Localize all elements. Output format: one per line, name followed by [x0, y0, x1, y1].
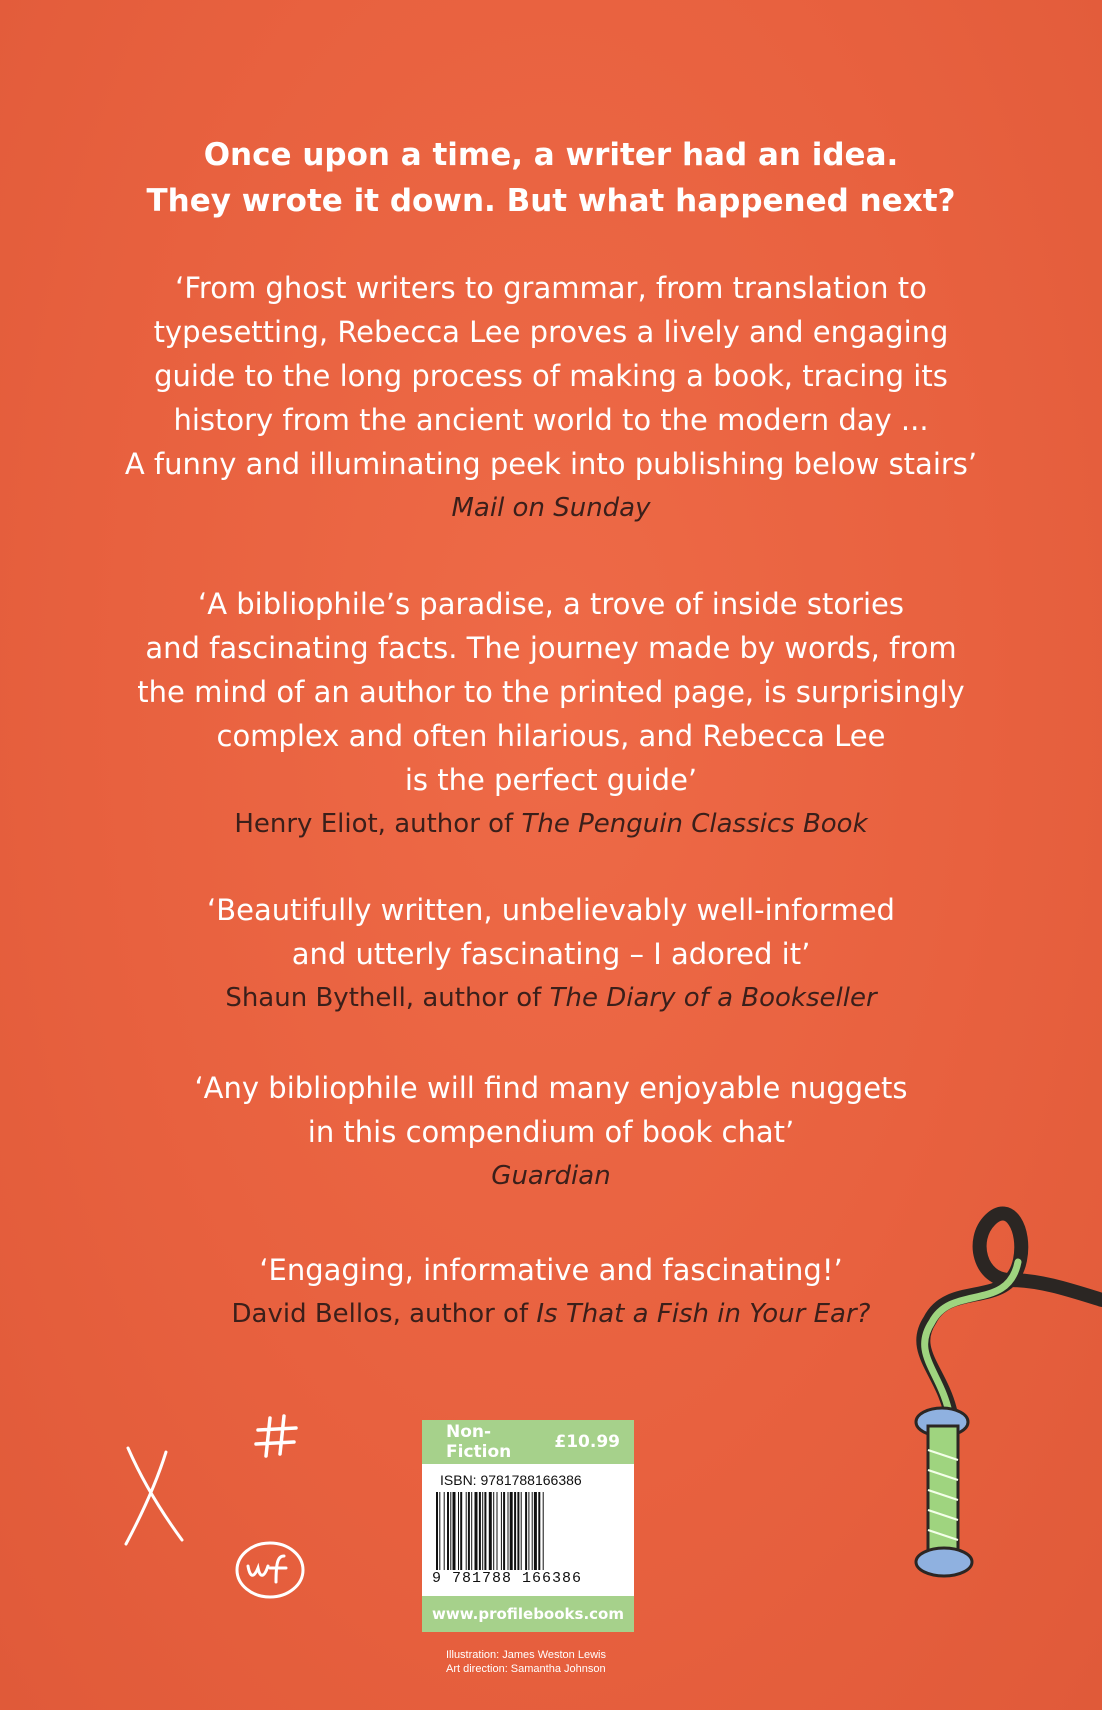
barcode-bar: [503, 1492, 505, 1570]
quote-line: and fascinating facts. The journey made by words, from: [145, 631, 957, 665]
barcode-bar: [514, 1492, 516, 1570]
quote-line: the mind of an author to the printed page, is surprisingly: [137, 675, 965, 709]
price-strip: [422, 1420, 634, 1464]
barcode-bar: [468, 1492, 470, 1570]
quote-line: ‘A bibliophile’s paradise, a trove of inside stories: [197, 587, 905, 621]
quote-line: ‘Any bibliophile will find many enjoyable nuggets: [194, 1071, 908, 1105]
attribution-title: The Penguin Classics Book: [521, 809, 868, 839]
barcode-bar: [517, 1492, 519, 1570]
illustration-credit: Illustration: James Weston Lewis: [446, 1649, 606, 1661]
review-quote-shaun-bythell: [0, 888, 1102, 1018]
category-label: Non-Fiction: [446, 1422, 512, 1462]
attribution-title: Is That a Fish in Your Ear?: [536, 1299, 871, 1329]
quote-line: ‘From ghost writers to grammar, from translation to: [175, 271, 927, 305]
quote-line: ‘Beautifully written, unbelievably well-informed: [207, 893, 895, 927]
barcode-bar: [532, 1492, 533, 1570]
quote-line: typesetting, Rebecca Lee proves a lively and engaging: [153, 315, 949, 349]
barcode-bar: [479, 1492, 481, 1570]
attribution-title: Guardian: [491, 1161, 611, 1191]
publisher-website: www.profilebooks.com: [422, 1596, 634, 1632]
barcode-panel: [422, 1420, 634, 1632]
quote-line: history from the ancient world to the modern day ...: [173, 403, 929, 437]
quote-text: [0, 582, 1102, 802]
barcode-bar: [439, 1492, 440, 1570]
intro-line-1: Once upon a time, a writer had an idea.: [203, 137, 899, 173]
barcode-bar: [466, 1492, 467, 1570]
barcode-bar: [447, 1492, 449, 1570]
quote-attribution: [0, 978, 1102, 1018]
barcode-bar: [450, 1492, 451, 1570]
cover-credits: [446, 1648, 606, 1676]
barcode-bar: [444, 1492, 445, 1570]
barcode-bar: [528, 1492, 529, 1570]
barcode-bar: [475, 1492, 478, 1570]
barcode-bar: [436, 1492, 438, 1570]
barcode-bar: [484, 1492, 486, 1570]
barcode-bar: [510, 1492, 513, 1570]
barcode-bar: [501, 1492, 502, 1570]
barcode-digits: 9 781788 166386: [432, 1570, 583, 1587]
review-quote-henry-eliot: [0, 582, 1102, 844]
barcode-bar: [508, 1492, 509, 1570]
attribution-prefix: David Bellos, author of: [231, 1299, 537, 1329]
barcode-bar: [460, 1492, 462, 1570]
barcode-bar: [543, 1492, 544, 1570]
barcode-bar: [482, 1492, 483, 1570]
quote-attribution: [0, 804, 1102, 844]
quote-line: in this compendium of book chat’: [307, 1115, 795, 1149]
barcode-bar: [521, 1492, 522, 1570]
attribution-prefix: Henry Eliot, author of: [234, 809, 522, 839]
barcode-bar: [458, 1492, 459, 1570]
barcode-bar: [534, 1492, 537, 1570]
thread-spool-icon: [870, 1170, 1102, 1590]
attribution-prefix: Shaun Bythell, author of: [225, 983, 550, 1013]
hash-mark-icon: [252, 1412, 302, 1462]
price-label: £10.99: [554, 1432, 620, 1452]
quote-line: ‘Engaging, informative and fascinating!’: [259, 1253, 843, 1287]
wellcome-collection-logo-icon: [232, 1538, 308, 1602]
isbn-label: ISBN: 9781788166386: [440, 1472, 582, 1488]
barcode-bar: [497, 1492, 498, 1570]
intro-line-2: They wrote it down. But what happened next?: [146, 183, 956, 219]
barcode-bar: [538, 1492, 540, 1570]
quote-text: [0, 1066, 1102, 1154]
art-direction-credit: Art direction: Samantha Johnson: [446, 1663, 606, 1675]
barcode-bar: [525, 1492, 527, 1570]
quote-attribution: [0, 488, 1102, 528]
quote-line: complex and often hilarious, and Rebecca Lee: [216, 719, 886, 753]
quote-line: guide to the long process of making a book, tracing its: [154, 359, 948, 393]
barcode-bar: [489, 1492, 492, 1570]
quote-line: A funny and illuminating peek into publishing below stairs’: [124, 447, 978, 481]
barcode-bar: [453, 1492, 456, 1570]
review-quote-mail-on-sunday: [0, 266, 1102, 528]
quote-line: and utterly fascinating – I adored it’: [291, 937, 811, 971]
quote-line: is the perfect guide’: [404, 763, 698, 797]
barcode-bar: [471, 1492, 472, 1570]
quote-text: [0, 266, 1102, 486]
attribution-title: Mail on Sunday: [451, 493, 651, 523]
blurb-intro: [0, 132, 1102, 224]
x-mark-icon: [120, 1440, 190, 1550]
attribution-title: The Diary of a Bookseller: [549, 983, 877, 1013]
barcode-bar: [493, 1492, 494, 1570]
quote-text: [0, 888, 1102, 976]
barcode-bars: [436, 1492, 620, 1570]
